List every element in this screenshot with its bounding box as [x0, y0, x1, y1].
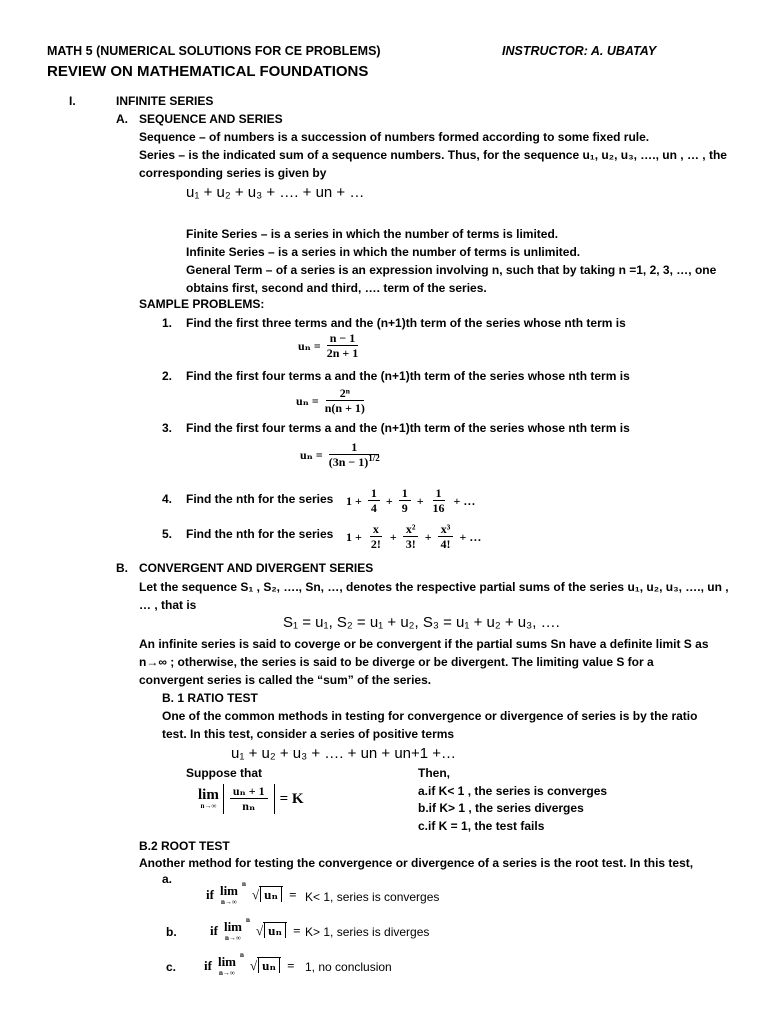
denominator: 3!: [405, 537, 416, 551]
sequence-definition: Sequence – of numbers is a succession of numbers formed according to some fixed rule.: [139, 130, 650, 144]
problem-number: 5.: [162, 527, 173, 541]
ratio-condition-b: b.if K> 1 , the series diverges: [418, 801, 584, 815]
absolute-value: [223, 784, 275, 814]
series-lead: 1 +: [346, 493, 362, 508]
formula-problem-3: [300, 440, 383, 470]
fraction: [368, 486, 380, 516]
series-definition-line2: corresponding series is given by: [139, 166, 327, 180]
denominator: 16: [432, 501, 445, 515]
radicand: uₙ: [258, 958, 280, 973]
series-formula: u₁ + u₂ + u₃ + …. + un + …: [186, 184, 365, 201]
suppose-label: Suppose that: [186, 766, 263, 780]
fraction: [326, 440, 383, 470]
problem-number: 3.: [162, 421, 173, 435]
limit-word: lim: [217, 954, 237, 969]
fraction: [399, 486, 411, 516]
fraction: [324, 331, 362, 361]
limit-subscript: n→∞: [219, 969, 235, 977]
plus-sign: +: [424, 529, 432, 544]
ratio-test-formula: [198, 784, 304, 814]
root-result: K> 1, series is diverges: [305, 925, 430, 939]
denominator-exponent: 1/2: [368, 453, 380, 463]
fraction: [368, 522, 384, 552]
root-test-title: B.2 ROOT TEST: [139, 839, 230, 853]
numerator: 1: [329, 440, 379, 455]
numerator: 1: [433, 486, 445, 501]
limit-operator: [224, 920, 242, 942]
problem-text: Find the first four terms a and the (n+1)th term of the series whose nth term is: [186, 369, 630, 383]
equals-sign: =: [287, 958, 295, 973]
plus-sign: +: [385, 493, 393, 508]
equals-sign: =: [293, 923, 301, 938]
section-title: INFINITE SERIES: [116, 94, 214, 108]
root-item-letter: b.: [166, 925, 177, 939]
problem-text: Find the first three terms and the (n+1)th term of the series whose nth term is: [186, 316, 626, 330]
numerator: 1: [368, 486, 380, 501]
fraction: [403, 522, 419, 552]
root-test-text: Another method for testing the convergence or divergence of a series is the root test. In this test,: [139, 856, 694, 870]
general-term-definition-line1: General Term – of a series is an expression involving n, such that by taking n =1, 2, 3, …, one: [186, 263, 717, 277]
nth-root: n √ uₙ: [246, 923, 287, 939]
formula-problem-4: [346, 486, 475, 516]
root-item-letter: a.: [162, 872, 173, 886]
subsection-letter: A.: [116, 112, 128, 126]
series-definition-line1: Series – is the indicated sum of a sequence numbers. Thus, for the sequence u₁, u₂, u₃, …., un , … , the: [139, 148, 727, 162]
formula-lhs: uₙ =: [296, 393, 319, 408]
denominator: 4: [370, 501, 377, 515]
fraction: [230, 784, 268, 814]
numerator: 1: [399, 486, 411, 501]
partial-sums-intro-line2: … , that is: [139, 598, 197, 612]
root-index: n: [240, 951, 244, 959]
numerator: n − 1: [327, 331, 359, 346]
series-tail: + …: [453, 493, 476, 508]
subsection-title: SEQUENCE AND SERIES: [139, 112, 283, 126]
limit-word: lim: [198, 787, 219, 803]
formula-rhs: = K: [279, 790, 304, 807]
limit-word: lim: [219, 883, 239, 898]
limit-operator: [220, 884, 238, 906]
numerator: x: [370, 522, 382, 537]
finite-series-definition: Finite Series – is a series in which the number of terms is limited.: [186, 227, 559, 241]
nth-root: n √ uₙ: [240, 958, 281, 974]
fraction: [438, 522, 454, 552]
section-number: I.: [69, 94, 76, 108]
partial-sums-formula: S₁ = u₁, S₂ = u₁ + u₂, S₃ = u₁ + u₂ + u₃, ….: [283, 614, 560, 631]
denominator: n(n + 1): [324, 401, 365, 415]
root-item-letter: c.: [166, 960, 177, 974]
problem-number: 4.: [162, 492, 173, 506]
instructor-name: INSTRUCTOR: A. UBATAY: [502, 44, 657, 58]
denominator: [326, 455, 383, 470]
if-word: if: [210, 923, 218, 938]
general-term-definition-line2: obtains first, second and third, …. term of the series.: [186, 281, 487, 295]
partial-sums-intro-line1: Let the sequence S₁ , S₂, …., Sn, …, denotes the respective partial sums of the series u₁, u₂, u₃, …., un ,: [139, 580, 729, 594]
convergence-definition-line3: convergent series is called the “sum” of the series.: [139, 673, 432, 687]
limit-subscript: n→∞: [225, 934, 241, 942]
limit-subscript: n→∞: [200, 802, 217, 810]
denominator: 9: [401, 501, 408, 515]
ratio-series-formula: u₁ + u₂ + u₃ + …. + un + un+1 +…: [231, 745, 457, 762]
numerator: x²: [403, 522, 419, 537]
radicand: uₙ: [260, 887, 282, 902]
infinite-series-definition: Infinite Series – is a series in which the number of terms is unlimited.: [186, 245, 581, 259]
problem-text: Find the nth for the series: [186, 527, 334, 541]
formula-lhs: uₙ =: [300, 447, 323, 462]
ratio-condition-c: c.if K = 1, the test fails: [418, 819, 545, 833]
equals-sign: =: [289, 887, 297, 902]
root-index: n: [246, 916, 250, 924]
denominator: 4!: [440, 537, 451, 551]
fraction: [322, 386, 368, 416]
page-title: REVIEW ON MATHEMATICAL FOUNDATIONS: [47, 63, 369, 80]
problem-number: 2.: [162, 369, 173, 383]
plus-sign: +: [389, 529, 397, 544]
course-title: MATH 5 (NUMERICAL SOLUTIONS FOR CE PROBLEMS): [47, 44, 381, 58]
ratio-condition-a: a.if K< 1 , the series is converges: [418, 784, 608, 798]
root-test-formula: [206, 880, 297, 906]
nth-root: n √ uₙ: [242, 887, 283, 903]
fraction: [430, 486, 448, 516]
if-word: if: [204, 958, 212, 973]
formula-problem-5: [346, 522, 481, 552]
radicand: uₙ: [264, 923, 286, 938]
formula-lhs: uₙ =: [298, 338, 321, 353]
sample-problems-title: SAMPLE PROBLEMS:: [139, 297, 265, 311]
numerator: x³: [438, 522, 454, 537]
limit-subscript: n→∞: [221, 898, 237, 906]
problem-text: Find the nth for the series: [186, 492, 334, 506]
series-tail: + …: [459, 529, 482, 544]
convergence-definition-line2: n→∞ ; otherwise, the series is said to be diverge or be divergent. The limiting value S for a: [139, 655, 654, 669]
ratio-test-text-line1: One of the common methods in testing for convergence or divergence of series is by the ratio: [162, 709, 698, 723]
root-index: n: [242, 880, 246, 888]
series-lead: 1 +: [346, 529, 362, 544]
ratio-test-title: B. 1 RATIO TEST: [162, 691, 258, 705]
convergence-definition-line1: An infinite series is said to coverge or be convergent if the partial sums Sn have a definite limit S as: [139, 637, 709, 651]
root-test-formula: [204, 951, 295, 977]
limit-operator: [218, 955, 236, 977]
plus-sign: +: [416, 493, 424, 508]
problem-number: 1.: [162, 316, 173, 330]
denominator-base: (3n − 1): [328, 455, 369, 469]
then-label: Then,: [418, 766, 450, 780]
denominator: 2n + 1: [326, 346, 359, 360]
formula-problem-2: [296, 386, 368, 416]
subsection-letter: B.: [116, 561, 128, 575]
if-word: if: [206, 887, 214, 902]
problem-text: Find the first four terms a and the (n+1)th term of the series whose nth term is: [186, 421, 630, 435]
limit-word: lim: [223, 919, 243, 934]
limit-operator: [198, 788, 219, 810]
numerator: uₙ + 1: [230, 784, 268, 799]
root-test-formula: [210, 916, 301, 942]
ratio-test-text-line2: test. In this test, consider a series of positive terms: [162, 727, 455, 741]
denominator: nₙ: [242, 799, 256, 813]
root-result: K< 1, series is converges: [305, 890, 440, 904]
root-result: 1, no conclusion: [305, 960, 392, 974]
subsection-title: CONVERGENT AND DIVERGENT SERIES: [139, 561, 374, 575]
formula-problem-1: [298, 331, 361, 361]
numerator: 2ⁿ: [326, 386, 364, 401]
denominator: 2!: [370, 537, 381, 551]
